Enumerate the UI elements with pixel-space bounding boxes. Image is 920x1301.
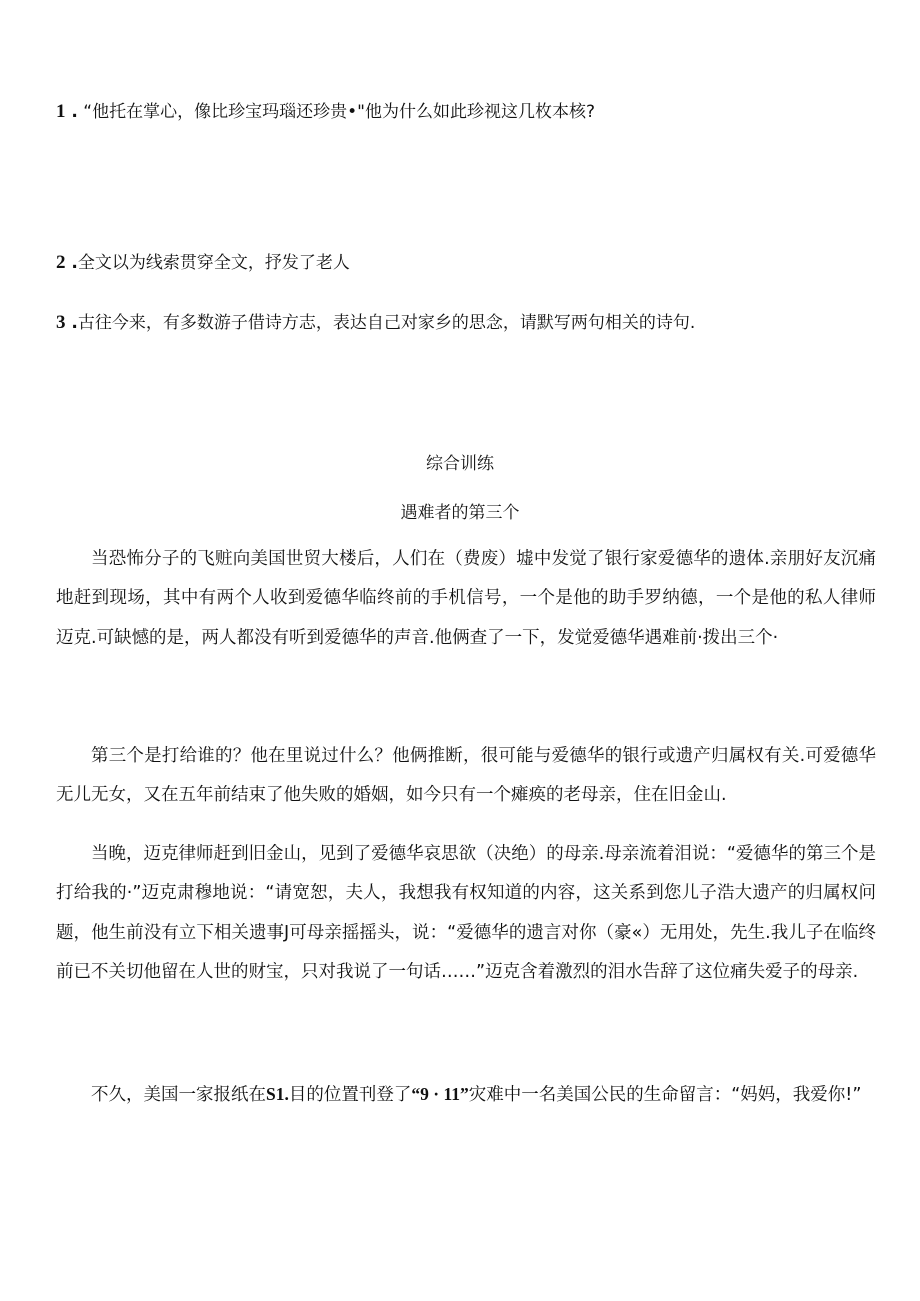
question-3 xyxy=(56,311,695,335)
question-text: 全文以为线索贯穿全文，抒发了老人 xyxy=(77,253,350,273)
question-2 xyxy=(56,251,350,275)
question-text: “他托在掌心，像比珍宝玛瑙还珍贵•"他为什么如此珍视这几枚本核? xyxy=(83,102,595,122)
question-separator: . xyxy=(65,313,78,333)
article-title: 遇难者的第三个 xyxy=(400,503,520,523)
question-number: 1 xyxy=(56,101,66,122)
paragraph-text: 灾难中一名美国公民的生命留言：“妈妈，我爱你!” xyxy=(468,1085,862,1105)
article-paragraph-1: 当恐怖分子的飞赃向美国世贸大楼后，人们在（费废）墟中发觉了银行家爱德华的遗体.亲朋好友沉痛地赶到现场，其中有两个人收到爱德华临终前的手机信号，一个是他的助手罗纳德，一个是他的私人律师迈克.可缺憾的是，两人都没有听到爱德华的声音.他俩查了一下，发觉爱德华遇难前·拨出三个· xyxy=(56,549,876,648)
paragraph-text: 目的位置刊登了 xyxy=(288,1085,412,1105)
article-paragraph-3: 当晚，迈克律师赶到旧金山，见到了爱德华哀思欲（决绝）的母亲.母亲流着泪说：“爱德华的第三个是打给我的·”迈克肃穆地说：“请宽恕，夫人，我想我有权知道的内容，这关系到您儿子浩大遗产的归属权问题，他生前没有立下相关遗事J可母亲摇摇头，说：“爱德华的遗言对你（豪«）无用处，先生.我儿子在临终前已不关切他留在人世的财宝，只对我说了一句话……”迈克含着激烈的泪水告辞了这位痛失爱子的母亲. xyxy=(56,844,876,982)
question-1 xyxy=(56,100,595,124)
question-text: 古往今来，有多数游子借诗方志，表达自己对家乡的思念，请默写两句相关的诗句. xyxy=(77,313,696,333)
section-heading: 综合训练 xyxy=(426,454,494,474)
paragraph-bold-text: S1. xyxy=(266,1084,289,1104)
question-separator: . xyxy=(65,102,78,122)
question-number: 2 xyxy=(56,252,66,273)
paragraph-bold-text: “9 · 11” xyxy=(411,1084,469,1104)
paragraph-text: 不久，美国一家报纸在 xyxy=(91,1085,266,1105)
question-separator: . xyxy=(65,253,78,273)
article-paragraph-4 xyxy=(56,1075,876,1115)
article-paragraph-2: 第三个是打给谁的？他在里说过什么？他俩推断，很可能与爱德华的银行或遗产归属权有关.可爱德华无儿无女，又在五年前结束了他失败的婚姻，如今只有一个瘫痪的老母亲，住在旧金山. xyxy=(56,746,876,806)
question-number: 3 xyxy=(56,312,66,333)
